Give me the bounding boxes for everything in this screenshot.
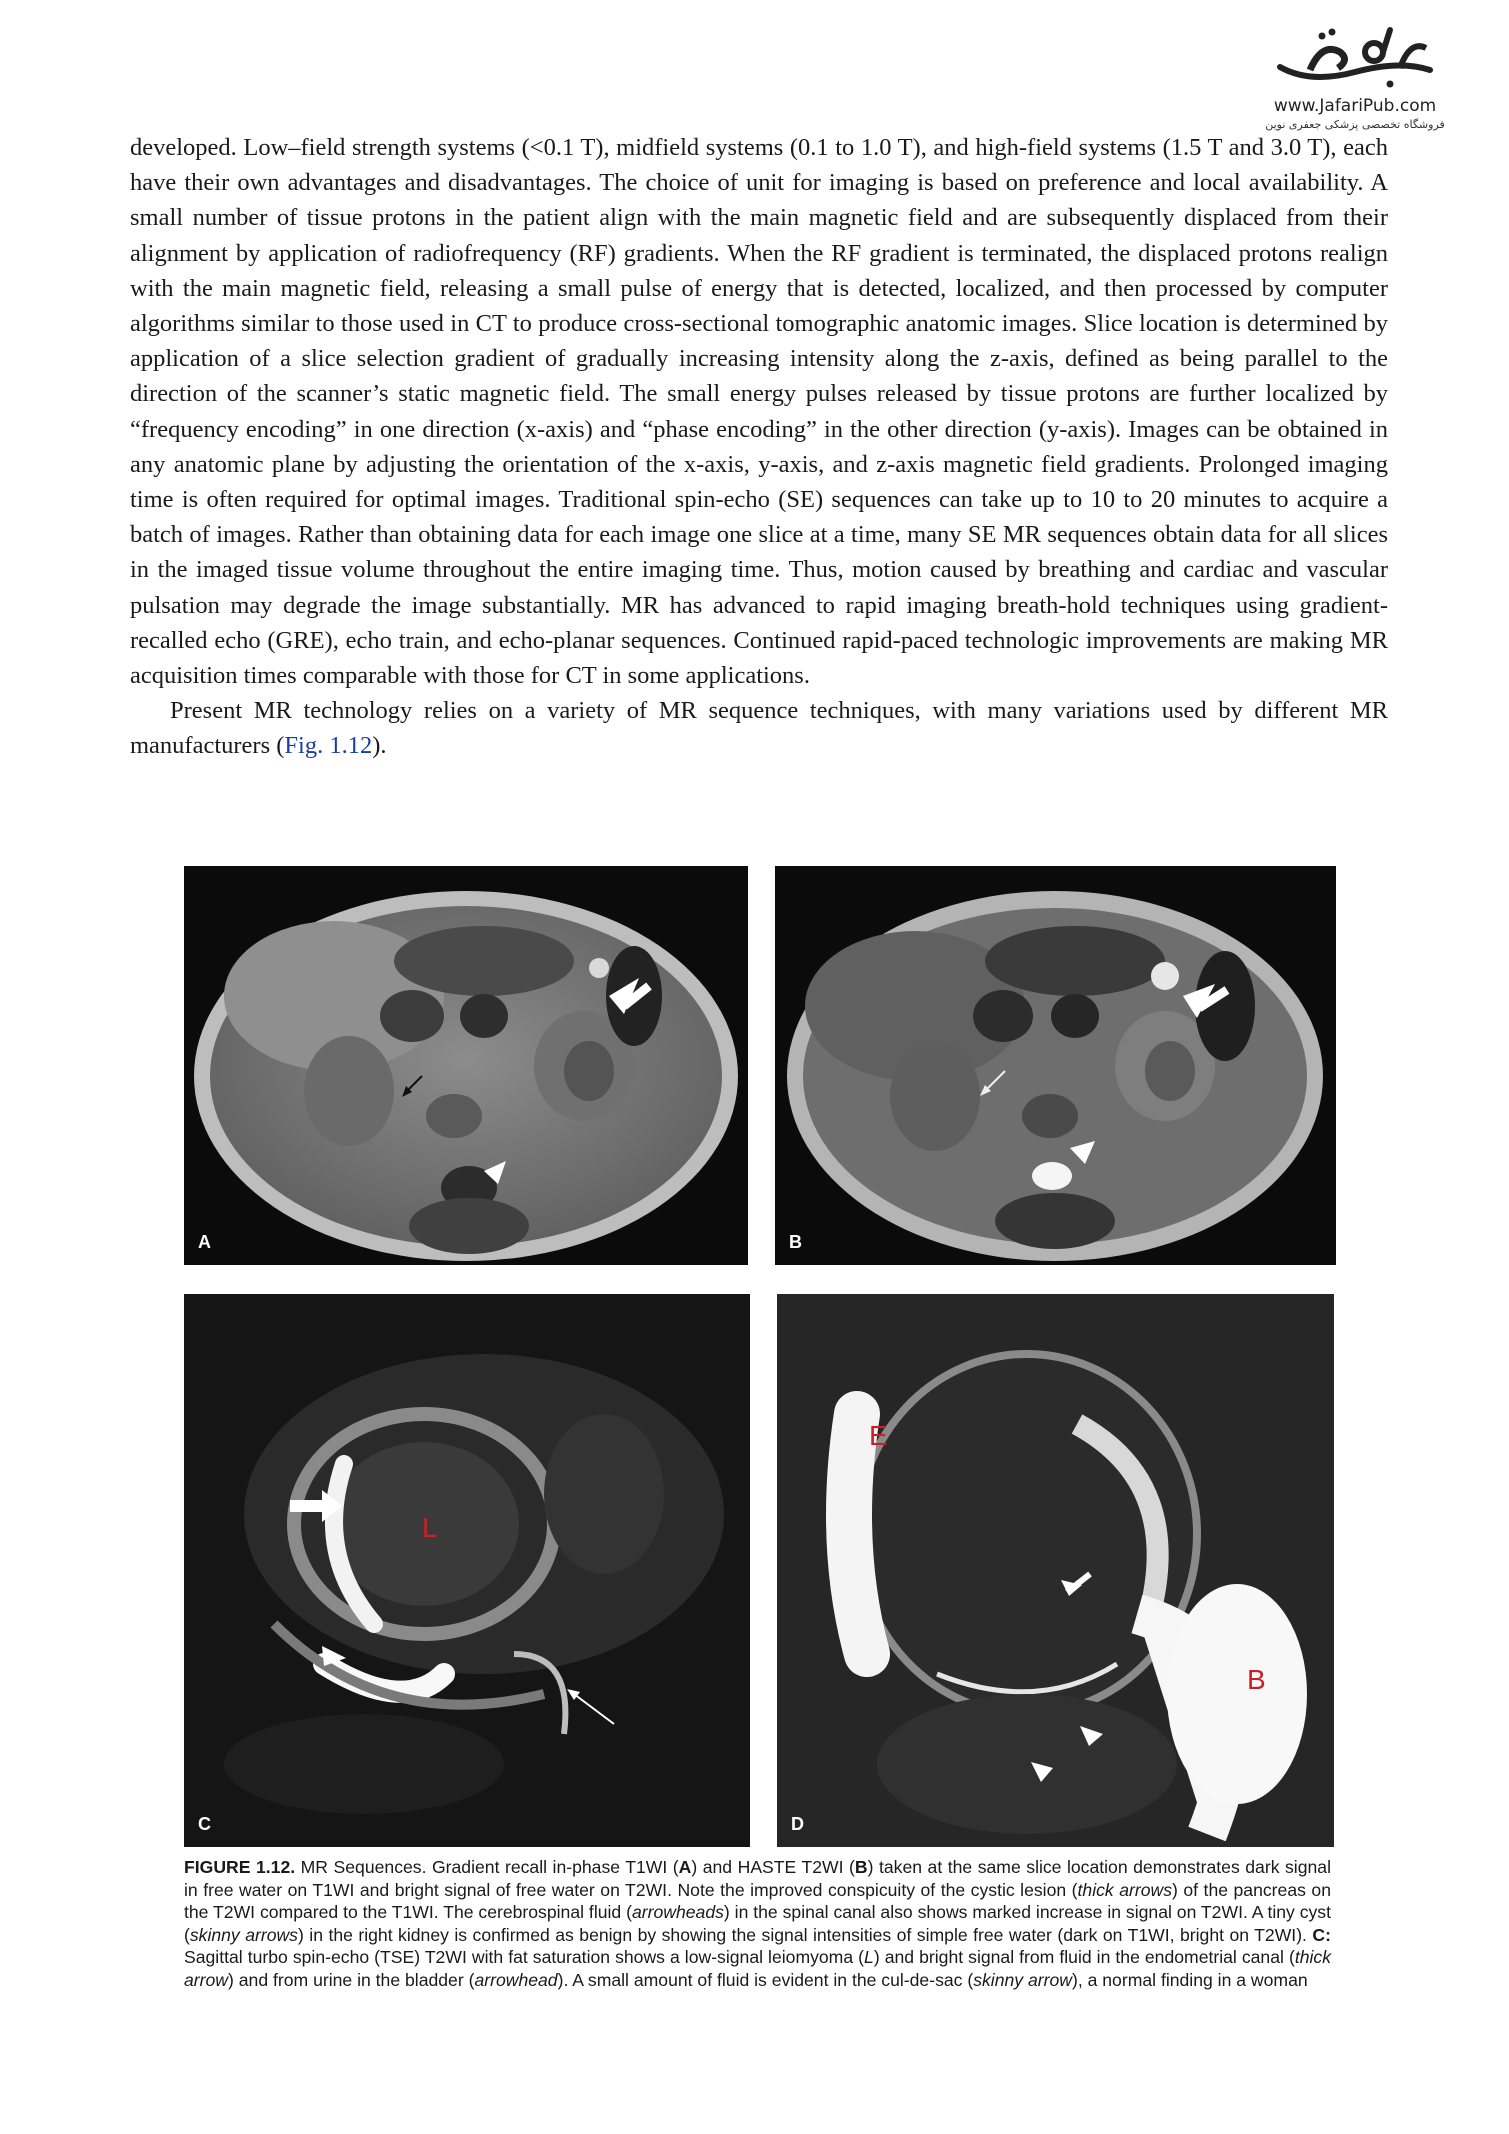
caption-segment: A	[678, 1857, 692, 1877]
caption-segment: ) of the pancreas on the T2WI compared to the T1WI. The cerebrospinal fluid (	[184, 1879, 1331, 1923]
leiomyoma-label: L	[422, 1512, 438, 1543]
caption-segment: ) and from urine in the bladder (	[228, 1969, 475, 1990]
caption-segment: arrowhead	[474, 1969, 558, 1990]
mri-panel-a	[184, 866, 748, 1265]
mri-image-d	[777, 1294, 1334, 1847]
figure-caption	[184, 1856, 1331, 1992]
paragraph-2-end: ).	[372, 732, 387, 760]
caption-segment: ) in the right kidney is confirmed as benign by showing the signal intensities of simple free water (dark on T1WI, bright on T2WI).	[297, 1924, 1313, 1945]
mri-panel-b	[775, 866, 1336, 1265]
caption-segment: Sagittal turbo spin-echo (TSE) T2WI with fat saturation shows a low-signal leiomyoma (	[184, 1947, 865, 1968]
caption-segment: thick arrow	[184, 1947, 1331, 1990]
mri-image-b	[775, 866, 1336, 1265]
figure-reference-link[interactable]: Fig. 1.12	[284, 732, 373, 760]
caption-segment: ). A small amount of fluid is evident in the cul-de-sac (	[557, 1969, 974, 1990]
publisher-url: www.JafariPub.com	[1273, 96, 1437, 116]
caption-text	[184, 1857, 1331, 1990]
caption-segment: MR Sequences. Gradient recall in-phase T1WI (	[295, 1857, 679, 1877]
mri-panel-d	[777, 1294, 1334, 1847]
panel-label-d: D	[791, 1814, 804, 1834]
caption-segment: L	[864, 1947, 874, 1968]
caption-segment: ) and bright signal from fluid in the endometrial canal (	[873, 1947, 1295, 1968]
caption-segment: ), a normal finding in a woman	[1071, 1969, 1308, 1990]
caption-segment: ) in the spinal canal also shows marked increase in signal on T2WI. A tiny cyst (	[184, 1902, 1331, 1945]
mri-image-a	[184, 866, 748, 1265]
caption-segment: B	[854, 1857, 868, 1877]
panel-label-a: A	[198, 1232, 211, 1252]
mri-panel-c	[184, 1294, 750, 1847]
publisher-logo	[1270, 22, 1440, 94]
paragraph-2	[130, 693, 1388, 763]
caption-segment: ) and HASTE T2WI (	[691, 1857, 855, 1877]
caption-segment: skinny arrow	[973, 1969, 1072, 1990]
publisher-subtitle: فروشگاه تخصصی پزشکی جعفری نوین	[1265, 118, 1445, 131]
bursa-label-b: B	[1247, 1664, 1266, 1695]
body-text	[130, 130, 1388, 764]
caption-segment: arrowheads	[631, 1902, 724, 1923]
publisher-watermark	[1255, 22, 1455, 131]
caption-segment: thick arrows	[1077, 1879, 1172, 1900]
paragraph-1: developed. Low–field strength systems (<0.1 T), midfield systems (0.1 to 1.0 T), and high-field systems (1.5 T and 3.0 T), each have their own advantages and disadvantages. The choice of unit for imaging is based on preference and local availability. A small number of tissue protons in the patient align with the main magnetic field and are subsequently displaced from their alignment by application of radiofrequency (RF) gradients. When the RF gradient is terminated, the displaced protons realign with the main magnetic field, releasing a small pulse of energy that is detected, localized, and then processed by computer algorithms similar to those used in CT to produce cross-sectional tomographic anatomic images. Slice location is determined by application of a slice selection gradient of gradually increasing intensity along the z-axis, defined as being parallel to the direction of the scanner’s static magnetic field. The small energy pulses released by tissue protons are further localized by “frequency encoding” in one direction (x-axis) and “phase encoding” in the other direction (y-axis). Images can be obtained in any anatomic plane by adjusting the orientation of the x-axis, y-axis, and z-axis magnetic field gradients. Prolonged imaging time is often required for optimal images. Traditional spin-echo (SE) sequences can take up to 10 to 20 minutes to acquire a batch of images. Rather than obtaining data for each image one slice at a time, many SE MR sequences obtain data for all slices in the imaged tissue volume throughout the entire imaging time. Thus, motion caused by breathing and cardiac and vascular pulsation may degrade the image substantially. MR has advanced to rapid imaging breath-hold techniques using gradient-recalled echo (GRE), echo train, and echo-planar sequences. Continued rapid-paced technologic improvements are making MR acquisition times comparable with those for CT in some applications.	[130, 134, 1388, 690]
figure-label: FIGURE 1.12.	[184, 1857, 296, 1877]
mri-image-c	[184, 1294, 750, 1847]
caption-segment: ) taken at the same slice location demonstrates dark signal in free water on T1WI and bright signal of free water on T2WI. Note the improved conspicuity of the cystic lesion (	[184, 1857, 1331, 1900]
caption-segment: skinny arrows	[189, 1924, 298, 1945]
panel-label-c: C	[198, 1814, 211, 1834]
effusion-label-e: E	[869, 1420, 888, 1451]
paragraph-2-text: Present MR technology relies on a variety of MR sequence techniques, with many variations used by different MR manufacturers (	[130, 697, 1388, 760]
caption-segment: C:	[1312, 1924, 1331, 1945]
panel-label-b: B	[789, 1232, 802, 1252]
